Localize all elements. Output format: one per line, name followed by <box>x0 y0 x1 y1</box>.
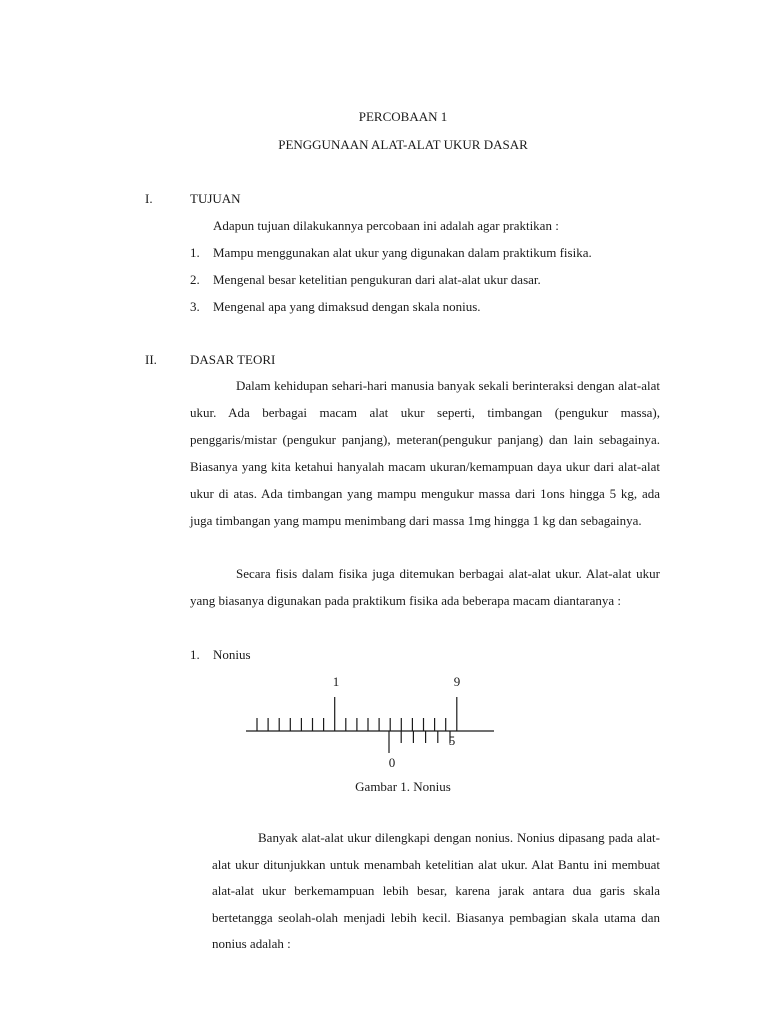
document-title: PERCOBAAN 1 <box>358 109 448 124</box>
theory-paragraph-2: Secara fisis dalam fisika juga ditemukan berbagai alat-alat ukur. Alat-alat ukur yang biasanya digunakan pada praktikum fisika ada beberapa macam diantaranya : <box>190 566 660 608</box>
tool-1-label: Nonius <box>213 647 251 662</box>
main-scale-label-1: 1 <box>332 674 340 689</box>
section-2-heading: DASAR TEORI <box>190 352 276 367</box>
tool-1-number: 1. <box>190 647 200 662</box>
main-scale-label-9: 9 <box>453 674 461 689</box>
objective-1-text: Mampu menggunakan alat ukur yang digunakan dalam praktikum fisika. <box>213 245 592 260</box>
nonius-label-0: 0 <box>388 755 396 770</box>
objective-1-number: 1. <box>190 245 200 260</box>
section-1-heading: TUJUAN <box>190 191 241 206</box>
section-1-intro: Adapun tujuan dilakukannya percobaan ini adalah agar praktikan : <box>213 218 559 233</box>
figure-caption: Gambar 1. Nonius <box>355 779 451 794</box>
section-1-number: I. <box>145 191 153 206</box>
objective-2-text: Mengenal besar ketelitian pengukuran dari alat-alat ukur dasar. <box>213 272 541 287</box>
objective-3-text: Mengenal apa yang dimaksud dengan skala nonius. <box>213 299 481 314</box>
objective-3-number: 3. <box>190 299 200 314</box>
objective-2-number: 2. <box>190 272 200 287</box>
nonius-paragraph: Banyak alat-alat ukur dilengkapi dengan nonius. Nonius dipasang pada alat-alat ukur ditunjukkan untuk menambah ketelitian alat ukur. Alat Bantu ini membuat alat-alat ukur berkemampuan lebih besar, karena jarak antara dua garis skala bertetangga seolah-olah menjadi lebih kecil. Biasanya pembagian skala utama dan nonius adalah : <box>212 830 660 951</box>
document-subtitle: PENGGUNAAN ALAT-ALAT UKUR DASAR <box>278 137 528 152</box>
theory-paragraph-1: Dalam kehidupan sehari-hari manusia banyak sekali berinteraksi dengan alat-alat ukur. Ada berbagai macam alat ukur seperti, timbangan (pengukur massa), penggaris/mistar (pengukur panjang), meteran(pengukur panjang) dan lain sebagainya. Biasanya yang kita ketahui hanyalah macam ukuran/kemampuan daya ukur dari alat-alat ukur di atas. Ada timbangan yang mampu mengukur massa dari 1ons hingga 5 kg, ada juga timbangan yang mampu menimbang dari massa 1mg hingga 1 kg dan sebagainya. <box>190 378 660 528</box>
section-2-number: II. <box>145 352 157 367</box>
nonius-label-5: 5 <box>448 733 456 748</box>
